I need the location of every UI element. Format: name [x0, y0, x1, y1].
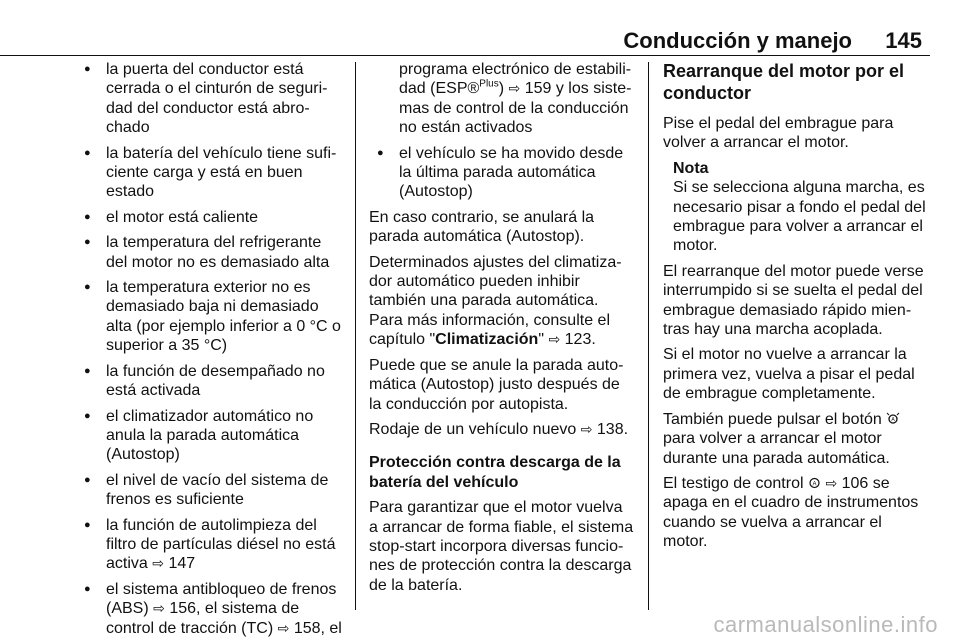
paragraph: Si el motor no vuelve a arrancar la primera vez, vuelva a pisar el pedal de embrague completamente. — [663, 346, 915, 403]
page-reference[interactable]: 123 — [564, 331, 592, 349]
list-item: ● la temperatura exterior no es demasiado baja ni demasiado alta (por ejemplo inferior a 0 °C o superior a 35 °C) — [76, 278, 346, 356]
page-number: 145 — [885, 28, 922, 53]
column-divider-1 — [355, 62, 356, 610]
list-item: ● el motor está caliente — [76, 208, 346, 227]
paragraph: También puede pulsar el botón A para volver a arrancar el motor durante una parada automática. — [663, 410, 929, 468]
subsection-title: Protección contra descarga de la batería del vehículo — [369, 454, 621, 491]
page-reference-arrow-icon: ⇨ — [548, 331, 561, 348]
list-item: ● el sistema antibloqueo de frenos (ABS) ⇨ 156, el sistema de control de tracción (TC) ⇨ 158, el — [76, 580, 346, 638]
page-reference[interactable]: 158 — [293, 619, 321, 637]
page-reference[interactable]: 156 — [169, 600, 197, 618]
page-reference-arrow-icon: ⇨ — [153, 600, 165, 617]
page-reference-arrow-icon: ⇨ — [152, 555, 164, 572]
autostop-indicator-icon — [808, 475, 825, 492]
paragraph: Para garantizar que el motor vuelva a arrancar de forma fiable, el sistema stop-start incorpora diversas funcio- nes de protección contra la descarga de la batería. — [369, 499, 634, 594]
svg-text:A: A — [812, 481, 817, 488]
paragraph: El testigo de control A ⇨ 106 se apaga en el cuadro de instrumentos cuando se vuelva a arrancar el motor. — [663, 474, 919, 551]
page-reference-arrow-icon: ⇨ — [508, 80, 521, 97]
autostop-button-icon — [886, 411, 900, 428]
paragraph: Determinados ajustes del climatiza- dor automático pueden inhibir también una parada automática. Para más información, consulte el capítulo "Climatización" ⇨ 123. — [369, 253, 622, 349]
paragraph: El rearranque del motor puede verse interrumpido si se suelta el pedal del embrague demasiado rápido mien- tras hay una marcha acoplada. — [663, 262, 924, 339]
chapter-title: Conducción y manejo — [623, 28, 852, 53]
list-item: ● la puerta del conductor está cerrada o el cinturón de seguri- dad del conductor está abro- chado — [76, 60, 346, 138]
svg-text:A: A — [891, 416, 895, 423]
note-text: Si se selecciona alguna marcha, es necesario pisar a fondo el pedal del embrague para volver a arrancar el motor. — [673, 179, 926, 255]
page-reference[interactable]: 159 — [524, 80, 552, 98]
list-item: ● el climatizador automático no anula la parada automática (Autostop) — [76, 407, 346, 465]
paragraph: En caso contrario, se anulará la parada automática (Autostop). — [369, 208, 595, 246]
list-item: ● la temperatura del refrigerante del motor no es demasiado alta — [76, 233, 346, 272]
list-item: ● la función de desempañado no está activada — [76, 362, 346, 401]
page-reference-arrow-icon: ⇨ — [825, 474, 838, 491]
paragraph: Puede que se anule la parada auto- mática (Autostop) justo después de la conducción por autopista. — [369, 356, 624, 413]
page-reference-arrow-icon: ⇨ — [277, 619, 290, 636]
list-item: ● la función de autolimpieza del filtro de partículas diésel no está activa ⇨ 147 — [76, 516, 346, 574]
column-1 — [76, 60, 346, 644]
list-item: ● el nivel de vacío del sistema de frenos es suficiente — [76, 471, 346, 510]
page-reference-arrow-icon: ⇨ — [580, 420, 593, 437]
watermark: carmanualsonline.info — [713, 612, 938, 637]
page-header — [0, 0, 960, 56]
note-box — [663, 159, 929, 256]
list-item: ● la batería del vehículo tiene sufi- ciente carga y está en buen estado — [76, 144, 346, 202]
list-item-continued: programa electrónico de estabili- dad (ESP®$^{Plus}$) ⇨ 159 y los siste- mas de control de la conducción no están activados — [399, 61, 632, 137]
column-divider-2 — [648, 62, 649, 610]
column-2 — [369, 60, 635, 601]
chapter-link[interactable]: Climatización — [435, 331, 539, 349]
note-label: Nota — [673, 159, 709, 177]
section-title: Rearranque del motor por el conductor — [663, 61, 905, 103]
column-3 — [663, 60, 929, 558]
page-reference[interactable]: 147 — [168, 555, 196, 573]
paragraph: Rodaje de un vehículo nuevo ⇨ 138. — [369, 420, 629, 438]
paragraph: Pise el pedal del embrague para volver a arrancar el motor. — [663, 115, 894, 152]
page-reference[interactable]: 106 — [841, 474, 869, 492]
list-item: ● el vehículo se ha movido desde la última parada automática (Autostop) — [369, 144, 635, 202]
page-reference[interactable]: 138 — [596, 420, 624, 438]
header-rule — [0, 55, 930, 56]
